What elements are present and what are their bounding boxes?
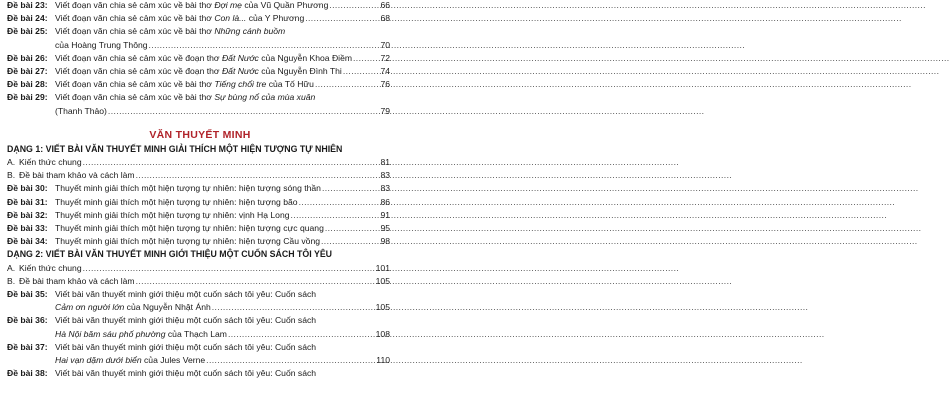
entry-label: Đề bài 23:: [7, 0, 48, 10]
toc-entry: [7, 66, 390, 77]
page-number: 81: [380, 157, 390, 167]
entry-prefix: Viết đoạn văn chia sẻ cảm xúc về đoạn thơ: [55, 66, 222, 76]
entry-text: [55, 53, 352, 64]
entry-text: [55, 315, 316, 326]
leader-dots: [108, 106, 380, 117]
entry-prefix: Viết đoạn văn chia sẻ cảm xúc về bài thơ: [55, 92, 215, 103]
toc-entry: [7, 329, 390, 340]
leader-dots: [329, 0, 379, 11]
page-number: 101: [375, 262, 390, 273]
entry-label: Đề bài 30:: [7, 183, 48, 194]
section-label: DẠNG 2:: [7, 249, 44, 260]
entry-prefix: của Hoàng Trung Thông: [55, 39, 148, 50]
section-dang1: [7, 144, 390, 155]
toc-entry: [7, 210, 390, 221]
toc-entry: [7, 315, 390, 326]
entry-text: [55, 13, 304, 24]
entry-prefix: Kiến thức chung: [19, 157, 82, 167]
toc-entry: [7, 236, 390, 247]
entry-tail: của Nguyễn Khoa Điềm: [258, 52, 353, 63]
entry-prefix: Thuyết minh giải thích một hiện tượng tự nhiên: vịnh Hạ Long: [55, 209, 290, 220]
entry-tail: của Y Phương: [246, 13, 305, 24]
entry-label: Đề bài 27:: [7, 66, 48, 76]
toc-entry: [7, 40, 390, 51]
entry-title: Hà Nội băm sáu phố phường: [55, 328, 166, 339]
toc-part: [7, 276, 390, 287]
section-label: DẠNG 1:: [7, 143, 44, 154]
leader-dots: [136, 170, 380, 181]
section-title: VIẾT BÀI VĂN THUYẾT MINH GIẢI THÍCH MỘT HIỆN TƯỢNG TỰ NHIÊN: [45, 143, 343, 154]
entry-title: Sự bùng nổ của mùa xuân: [214, 92, 316, 103]
entry-prefix: Viết bài văn thuyết minh giới thiệu một cuốn sách tôi yêu: Cuốn sách: [55, 341, 317, 352]
page-number: 74: [380, 66, 390, 76]
page-number: 83: [380, 183, 390, 194]
entry-label: Đề bài 33:: [7, 223, 48, 233]
entry-text: [55, 0, 328, 11]
page-number: 110: [376, 355, 390, 365]
entry-text: [19, 276, 135, 287]
toc-entry: [7, 183, 390, 194]
entry-prefix: Viết đoạn văn chia sẻ cảm xúc về đoạn thơ: [55, 52, 222, 63]
entry-prefix: Kiến thức chung: [19, 262, 82, 273]
entry-label: Đề bài 24:: [7, 13, 48, 24]
entry-text: [55, 26, 285, 37]
leader-dots: [343, 66, 380, 77]
page-number: 95: [380, 223, 390, 233]
leader-dots: [321, 236, 379, 247]
entry-label: A.: [7, 157, 16, 167]
entry-title: Đất Nước: [221, 52, 259, 63]
entry-tail: của Jules Verne: [141, 355, 206, 365]
entry-text: [55, 236, 320, 247]
entry-title: Tiếng chổi tre: [214, 79, 267, 90]
entry-text: [55, 210, 290, 221]
entry-label: Đề bài 29:: [7, 92, 48, 103]
leader-dots: [83, 157, 380, 168]
entry-prefix: Viết bài văn thuyết minh giới thiệu một cuốn sách tôi yêu: Cuốn sách: [55, 315, 317, 326]
leader-dots: [325, 223, 380, 234]
page-number: 105: [375, 275, 390, 286]
toc-entry: [7, 289, 390, 300]
entry-title: Hai vạn dặm dưới biển: [55, 355, 142, 365]
entry-tail: của Vũ Quần Phương: [241, 0, 329, 10]
entry-text: [55, 183, 321, 194]
toc-entry: [7, 13, 390, 24]
page-number: 98: [380, 236, 390, 247]
entry-label: A.: [7, 262, 16, 273]
entry-title: Những cánh buồm: [214, 26, 286, 37]
entry-prefix: Thuyết minh giải thích một hiện tượng tự nhiên: hiện tượng sóng thần: [55, 183, 321, 194]
entry-prefix: (Thanh Thảo): [55, 105, 107, 116]
entry-title: Đất Nước: [221, 66, 259, 76]
page-number: 86: [380, 196, 390, 207]
leader-dots: [299, 197, 380, 208]
entry-text: [55, 92, 315, 103]
entry-prefix: Viết bài văn thuyết minh giới thiệu một cuốn sách tôi yêu: Cuốn sách: [55, 368, 317, 379]
entry-title: Đợi mẹ: [214, 0, 242, 10]
entry-prefix: Viết đoạn văn chia sẻ cảm xúc về bài thơ: [55, 0, 215, 10]
entry-label: Đề bài 28:: [7, 79, 48, 90]
entry-tail: của Nguyễn Đình Thi: [258, 66, 342, 76]
section-title: VIẾT BÀI VĂN THUYẾT MINH GIỚI THIỆU MỘT CUỐN SÁCH TÔI YÊU: [45, 249, 333, 260]
toc-entry: [7, 0, 390, 11]
page-number: 91: [380, 209, 390, 220]
toc-entry: [7, 342, 390, 353]
entry-text: [55, 79, 314, 90]
entry-text: [55, 355, 205, 366]
toc-entry: [7, 106, 390, 117]
toc-entry: [7, 368, 390, 379]
entry-tail: của Thạch Lam: [165, 328, 227, 339]
entry-label: Đề bài 35:: [7, 289, 48, 299]
page-number: 108: [375, 328, 390, 339]
leader-dots: [212, 302, 375, 313]
table-of-contents: [0, 0, 400, 400]
entry-prefix: Thuyết minh giải thích một hiện tượng tự nhiên: hiện tượng Cầu vồng: [55, 236, 321, 247]
entry-text: [55, 368, 316, 379]
entry-label: Đề bài 37:: [7, 341, 48, 352]
entry-prefix: Thuyết minh giải thích một hiện tượng tự nhiên: hiện tượng bão: [55, 196, 298, 207]
entry-label: Đề bài 26:: [7, 52, 48, 63]
leader-dots: [136, 276, 375, 287]
toc-part: [7, 170, 390, 181]
entry-prefix: Viết đoạn văn chia sẻ cảm xúc về bài thơ: [55, 79, 215, 90]
toc-entry: [7, 302, 390, 313]
leader-dots: [228, 329, 375, 340]
entry-prefix: Viết bài văn thuyết minh giới thiệu một cuốn sách tôi yêu: Cuốn sách: [55, 289, 317, 299]
entry-label: Đề bài 31:: [7, 196, 48, 207]
page-number: 68: [380, 13, 390, 24]
entry-text: [19, 170, 135, 181]
entry-text: [19, 263, 82, 274]
page-number: 70: [380, 39, 390, 50]
page-number: 79: [380, 105, 390, 116]
entry-label: B.: [7, 170, 16, 181]
entry-label: B.: [7, 275, 16, 286]
entry-text: [55, 40, 148, 51]
toc-part: [7, 263, 390, 274]
entry-text: [55, 66, 342, 77]
entry-prefix: Đề bài tham khảo và cách làm: [19, 275, 135, 286]
page-number: 83: [380, 170, 390, 181]
leader-dots: [305, 13, 379, 24]
entry-label: Đề bài 34:: [7, 236, 48, 247]
entry-prefix: Viết đoạn văn chia sẻ cảm xúc về bài thơ: [55, 13, 215, 24]
leader-dots: [206, 355, 375, 366]
leader-dots: [315, 79, 379, 90]
entry-text: [55, 329, 227, 340]
toc-entry: [7, 197, 390, 208]
entry-prefix: Đề bài tham khảo và cách làm: [19, 170, 135, 181]
entry-text: [19, 157, 82, 168]
entry-tail: của Nguyễn Nhật Ánh: [124, 302, 211, 313]
entry-label: Đề bài 32:: [7, 209, 48, 220]
entry-title: Cảm ơn người lớn: [55, 302, 125, 313]
toc-part: [7, 157, 390, 168]
toc-entry: [7, 92, 390, 103]
toc-entry: [7, 53, 390, 64]
entry-text: [55, 197, 298, 208]
toc-entry: [7, 26, 390, 37]
leader-dots: [291, 210, 380, 221]
page-number: 72: [380, 52, 390, 63]
entry-text: [55, 289, 316, 300]
entry-title: Con là...: [214, 13, 247, 24]
entry-label: Đề bài 38:: [7, 368, 48, 379]
entry-prefix: Viết đoạn văn chia sẻ cảm xúc về bài thơ: [55, 26, 215, 37]
entry-text: [55, 342, 316, 353]
toc-entry: [7, 223, 390, 234]
entry-text: [55, 302, 211, 313]
entry-label: Đề bài 25:: [7, 26, 48, 37]
leader-dots: [322, 183, 379, 194]
section-dang2: [7, 249, 390, 260]
leader-dots: [83, 263, 375, 274]
entry-text: [55, 106, 107, 117]
page-number: 66: [380, 0, 390, 10]
entry-text: [55, 223, 324, 234]
leader-dots: [149, 40, 380, 51]
toc-entry: [7, 79, 390, 90]
entry-label: Đề bài 36:: [7, 315, 48, 326]
section-heading: VĂN THUYẾT MINH: [149, 128, 251, 141]
page-number: 105: [375, 302, 390, 313]
leader-dots: [353, 53, 379, 64]
page-number: 76: [380, 79, 390, 90]
entry-tail: của Tố Hữu: [266, 79, 314, 90]
toc-entry: [7, 355, 390, 366]
entry-prefix: Thuyết minh giải thích một hiện tượng tự nhiên: hiện tượng cực quang: [55, 223, 324, 233]
